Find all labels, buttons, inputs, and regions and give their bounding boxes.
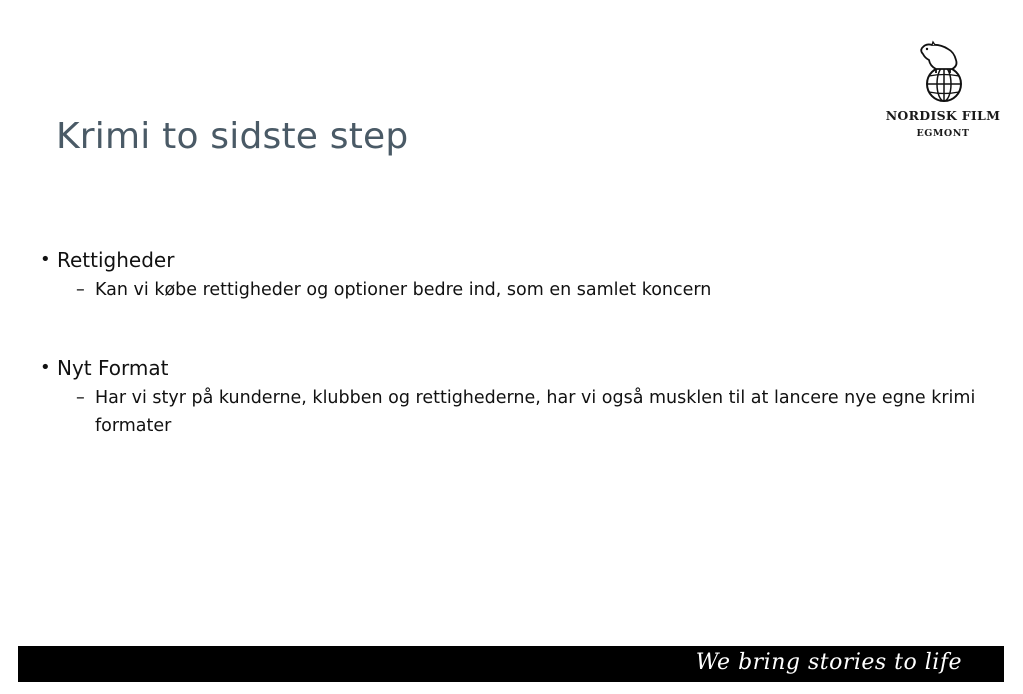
logo-sub: EGMONT (916, 128, 970, 139)
footer-tagline: We bring stories to life (695, 650, 962, 675)
slide-title: Krimi to sidste step (56, 116, 409, 157)
sub-bullet-text: Har vi styr på kunderne, klubben og rettighederne, har vi også musklen til at lancere nye egne krimi formater (95, 388, 976, 436)
footer-bar (18, 646, 1004, 682)
sub-bullet-item (40, 276, 995, 304)
bullet-label: Nyt Format (57, 356, 169, 380)
bullet-label: Rettigheder (57, 248, 175, 272)
bullet-dot-icon: • (40, 249, 51, 270)
dash-icon: – (76, 280, 85, 300)
spacer (40, 304, 1000, 354)
bullet-list (40, 246, 1000, 440)
bullet-item (40, 354, 1000, 382)
dash-icon: – (76, 388, 85, 408)
bullet-dot-icon: • (40, 357, 51, 378)
sub-bullet-item (40, 384, 995, 440)
logo-brand: NORDISK FILM (885, 108, 1001, 123)
sub-bullet-text: Kan vi købe rettigheder og optioner bedre ind, som en samlet koncern (95, 280, 712, 300)
polar-bear-globe-icon (916, 40, 968, 106)
bullet-item (40, 246, 1000, 274)
nordisk-film-logo (878, 40, 1008, 144)
